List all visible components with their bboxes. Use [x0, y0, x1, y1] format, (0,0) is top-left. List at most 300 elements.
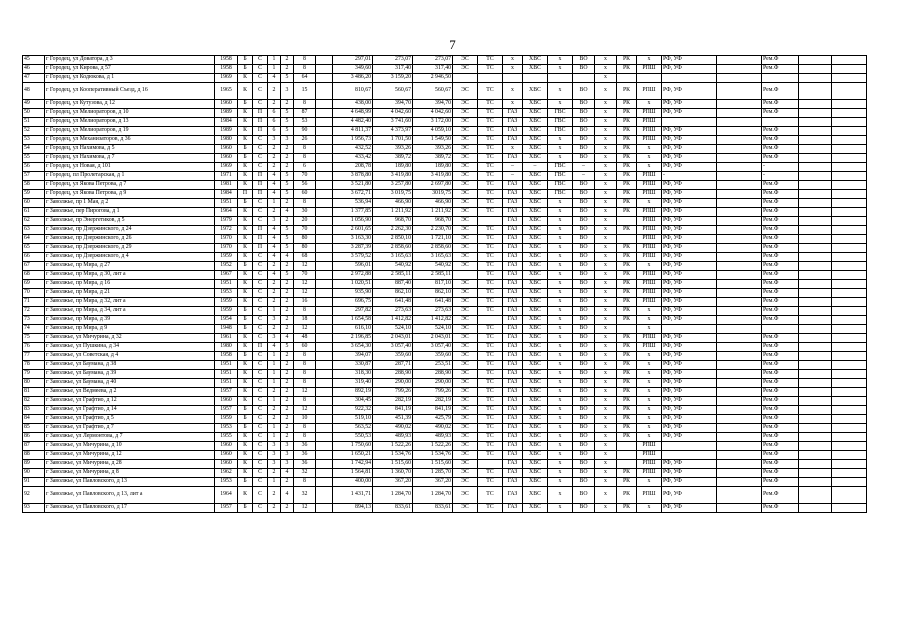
table-cell: РК — [617, 145, 637, 154]
table-cell: ТС — [478, 100, 503, 109]
table-cell: ТС — [478, 343, 503, 352]
table-cell: РФ, УФ — [662, 478, 717, 487]
table-cell: х — [548, 244, 573, 253]
table-cell — [316, 118, 333, 127]
table-cell: х — [595, 352, 617, 361]
table-cell: 4 — [281, 208, 294, 217]
table-cell: 1969 — [215, 163, 238, 172]
table-cell: ЭС — [453, 424, 478, 433]
table-cell: РФ, УФ — [662, 145, 717, 154]
table-cell: х — [595, 74, 617, 83]
table-cell: РК — [617, 504, 637, 513]
table-cell — [717, 145, 762, 154]
table-cell: ГАЗ — [503, 244, 523, 253]
table-cell: К — [238, 271, 253, 280]
table-cell: г Заволжье, ул Мичурина, д 12 — [45, 451, 215, 460]
table-cell: г Заволжье, пр Мира, д 39 — [45, 316, 215, 325]
table-cell: 2 — [281, 406, 294, 415]
table-cell: 2 — [281, 388, 294, 397]
table-cell: Рем.Ф — [762, 307, 799, 316]
table-cell: ВО — [573, 226, 595, 235]
table-cell: 1964 — [215, 208, 238, 217]
table-cell: 1951 — [215, 199, 238, 208]
table-cell: ГАЗ — [503, 352, 523, 361]
table-cell — [799, 343, 832, 352]
table-cell: 1 750,60 — [333, 442, 373, 451]
table-cell: К — [238, 280, 253, 289]
table-cell: 394,70 — [373, 100, 413, 109]
table-cell: ХВС — [523, 56, 548, 65]
table-row — [23, 433, 867, 442]
table-cell: К — [238, 83, 253, 100]
table-cell: ТС — [478, 244, 503, 253]
table-cell: 1953 — [215, 289, 238, 298]
table-cell: РК — [617, 109, 637, 118]
table-cell: 60 — [294, 343, 316, 352]
table-cell: 432,52 — [333, 145, 373, 154]
table-cell: ГАЗ — [503, 406, 523, 415]
table-cell: 8 — [294, 307, 316, 316]
table-cell — [832, 190, 867, 199]
table-cell — [799, 388, 832, 397]
table-cell: ХВС — [523, 442, 548, 451]
table-cell — [832, 397, 867, 406]
table-cell: 69 — [23, 280, 45, 289]
table-cell: ТС — [478, 451, 503, 460]
table-cell: К — [238, 253, 253, 262]
table-cell: П — [253, 181, 268, 190]
table-cell: РК — [617, 370, 637, 379]
table-cell: ХВС — [523, 379, 548, 388]
table-cell: РФ, УФ — [662, 289, 717, 298]
table-cell: х — [548, 226, 573, 235]
table-cell: С — [253, 100, 268, 109]
table-cell: Рем.Ф — [762, 504, 799, 513]
table-cell: С — [253, 415, 268, 424]
table-cell: 65 — [23, 244, 45, 253]
table-cell: - — [762, 172, 799, 181]
table-cell — [316, 163, 333, 172]
table-cell: х — [548, 325, 573, 334]
table-row — [23, 424, 867, 433]
table-cell: г Заволжье, пр Мира, д 21 — [45, 289, 215, 298]
table-cell — [717, 65, 762, 74]
table-cell — [799, 181, 832, 190]
table-cell: 318,30 — [333, 370, 373, 379]
table-cell: 3 878,80 — [333, 172, 373, 181]
table-cell: РФ, УФ — [662, 190, 717, 199]
table-cell: РПШ — [637, 289, 662, 298]
table-cell: 799,26 — [413, 388, 453, 397]
table-cell: 12 — [294, 325, 316, 334]
table-cell: ГАЗ — [503, 307, 523, 316]
table-cell: 317,40 — [413, 65, 453, 74]
table-cell — [832, 325, 867, 334]
table-cell: х — [548, 415, 573, 424]
table-cell — [316, 406, 333, 415]
table-cell: ВО — [573, 433, 595, 442]
table-cell: г Заволжье, ул Пушкина, д 34 — [45, 343, 215, 352]
table-cell: Рем.Ф — [762, 334, 799, 343]
table-cell: 79 — [23, 370, 45, 379]
table-cell: РК — [617, 487, 637, 504]
table-cell: РК — [617, 289, 637, 298]
table-cell: 1960 — [215, 397, 238, 406]
table-row — [23, 504, 867, 513]
table-cell: 1 412,82 — [373, 316, 413, 325]
table-cell: г Заволжье, пр 1 Мая, д 2 — [45, 199, 215, 208]
table-cell: 80 — [23, 379, 45, 388]
table-cell: К — [238, 74, 253, 83]
table-cell: х — [637, 388, 662, 397]
table-cell: С — [253, 406, 268, 415]
table-cell: ТС — [478, 307, 503, 316]
table-cell: РК — [617, 83, 637, 100]
table-cell: 3 579,52 — [333, 253, 373, 262]
table-cell: 1957 — [215, 388, 238, 397]
table-cell — [717, 83, 762, 100]
table-cell: РФ, УФ — [662, 271, 717, 280]
table-cell: Рем.Ф — [762, 289, 799, 298]
table-cell: 1981 — [215, 181, 238, 190]
table-cell: 3019,75 — [413, 190, 453, 199]
table-cell — [316, 145, 333, 154]
table-cell: х — [595, 190, 617, 199]
table-cell: 425,79 — [413, 415, 453, 424]
table-cell: 3 672,71 — [333, 190, 373, 199]
table-cell — [799, 163, 832, 172]
table-cell: ВО — [573, 397, 595, 406]
table-cell: 1972 — [215, 226, 238, 235]
table-cell — [717, 379, 762, 388]
table-cell — [832, 199, 867, 208]
table-cell — [717, 56, 762, 65]
table-cell: 2 — [281, 154, 294, 163]
table-cell: ТС — [478, 226, 503, 235]
table-cell — [832, 65, 867, 74]
table-row — [23, 334, 867, 343]
table-cell: ГАЗ — [503, 262, 523, 271]
table-cell: ТС — [478, 325, 503, 334]
table-cell: РФ, УФ — [662, 343, 717, 352]
table-cell: 2 — [268, 469, 281, 478]
table-cell — [832, 271, 867, 280]
table-cell: Рем.Ф — [762, 424, 799, 433]
table-cell: С — [253, 487, 268, 504]
page-number: 7 — [449, 37, 456, 52]
table-cell: 4 — [268, 271, 281, 280]
table-cell: х — [595, 289, 617, 298]
table-cell — [832, 118, 867, 127]
table-cell: П — [253, 235, 268, 244]
table-cell: 32 — [294, 487, 316, 504]
table-cell: х — [548, 451, 573, 460]
table-cell: ГАЗ — [503, 334, 523, 343]
table-cell: К — [238, 298, 253, 307]
table-row — [23, 442, 867, 451]
table-cell: х — [637, 424, 662, 433]
table-cell: 3 — [268, 136, 281, 145]
table-cell: 5 — [281, 127, 294, 136]
table-cell: РФ, УФ — [662, 154, 717, 163]
table-cell: г Заволжье, пр Дзержинского, д 29 — [45, 244, 215, 253]
table-cell — [316, 504, 333, 513]
table-cell: 8 — [294, 370, 316, 379]
table-cell: 1 431,71 — [333, 487, 373, 504]
table-cell — [799, 487, 832, 504]
table-cell: П — [253, 226, 268, 235]
table-cell: 1960 — [215, 442, 238, 451]
table-cell: 2 — [268, 208, 281, 217]
table-row — [23, 370, 867, 379]
table-cell: 1959 — [215, 253, 238, 262]
table-cell: ТС — [478, 271, 503, 280]
table-row — [23, 298, 867, 307]
table-row — [23, 388, 867, 397]
table-cell: Рем.Ф — [762, 262, 799, 271]
table-cell: Рем.Ф — [762, 352, 799, 361]
table-cell — [717, 334, 762, 343]
table-cell: РК — [617, 316, 637, 325]
table-cell: 10 — [294, 415, 316, 424]
table-cell: РФ, УФ — [662, 415, 717, 424]
table-cell: 922,32 — [333, 406, 373, 415]
table-cell: 4 — [268, 74, 281, 83]
table-row — [23, 271, 867, 280]
table-cell — [717, 289, 762, 298]
table-cell: РК — [617, 424, 637, 433]
table-cell: ЭС — [453, 325, 478, 334]
table-cell: г Заволжье, пр Мира, д 27 — [45, 262, 215, 271]
table-cell: К — [238, 451, 253, 460]
table-cell: 36 — [294, 460, 316, 469]
table-cell: х — [637, 307, 662, 316]
table-cell — [316, 478, 333, 487]
table-cell: К — [238, 397, 253, 406]
table-cell: 5 — [281, 181, 294, 190]
table-cell — [717, 208, 762, 217]
table-cell: х — [548, 487, 573, 504]
table-cell: 3 419,80 — [373, 172, 413, 181]
table-cell — [316, 289, 333, 298]
table-cell: РПШ — [637, 226, 662, 235]
table-cell: 696,75 — [333, 298, 373, 307]
table-cell — [832, 244, 867, 253]
table-cell: 466,90 — [413, 199, 453, 208]
table-cell: х — [548, 397, 573, 406]
table-cell: ТС — [478, 487, 503, 504]
table-cell: С — [253, 388, 268, 397]
table-cell — [316, 65, 333, 74]
table-cell — [832, 469, 867, 478]
table-cell: 2 — [281, 262, 294, 271]
table-cell: х — [595, 118, 617, 127]
table-cell: П — [253, 127, 268, 136]
table-cell: х — [548, 280, 573, 289]
table-cell: х — [503, 145, 523, 154]
table-cell — [832, 74, 867, 83]
table-cell: РК — [617, 334, 637, 343]
table-cell: 18 — [294, 316, 316, 325]
table-cell: ЭС — [453, 388, 478, 397]
table-cell — [316, 415, 333, 424]
table-cell — [832, 181, 867, 190]
table-cell: х — [595, 298, 617, 307]
table-cell: г Заволжье, ул Павловского, д 13, лит а — [45, 487, 215, 504]
table-cell: 1989 — [215, 127, 238, 136]
table-cell: РПШ — [637, 136, 662, 145]
table-cell — [316, 280, 333, 289]
table-cell: РФ, УФ — [662, 370, 717, 379]
table-cell: ВО — [573, 343, 595, 352]
table-cell: 3 — [281, 451, 294, 460]
table-cell: 2 — [281, 325, 294, 334]
table-cell — [832, 208, 867, 217]
table-cell: ЭС — [453, 478, 478, 487]
table-cell: х — [637, 56, 662, 65]
table-cell: 4 648,99 — [333, 109, 373, 118]
table-cell: 466,90 — [373, 199, 413, 208]
table-cell: РПШ — [637, 460, 662, 469]
table-cell: 91 — [23, 478, 45, 487]
table-cell: Рем.Ф — [762, 253, 799, 262]
table-cell: х — [548, 145, 573, 154]
table-cell: 817,10 — [413, 280, 453, 289]
table-cell: ЭС — [453, 289, 478, 298]
table-cell: ЭС — [453, 208, 478, 217]
table-cell: 4 — [268, 235, 281, 244]
table-cell: РФ, УФ — [662, 208, 717, 217]
table-cell: РФ, УФ — [662, 217, 717, 226]
table-cell — [717, 504, 762, 513]
table-cell: 46 — [23, 65, 45, 74]
table-cell: 2 — [281, 307, 294, 316]
table-cell: ТС — [478, 154, 503, 163]
table-cell: РФ, УФ — [662, 262, 717, 271]
table-cell: 1980 — [215, 343, 238, 352]
table-cell: г Заволжье, ул Мичурина, д 8 — [45, 469, 215, 478]
table-cell: РК — [617, 244, 637, 253]
table-cell: С — [253, 208, 268, 217]
table-cell: 550,53 — [333, 433, 373, 442]
table-cell: 490,02 — [413, 424, 453, 433]
table-cell: РК — [617, 56, 637, 65]
table-cell: х — [637, 100, 662, 109]
table-cell: С — [253, 379, 268, 388]
table-cell — [316, 442, 333, 451]
table-cell: ВО — [573, 370, 595, 379]
table-cell — [717, 244, 762, 253]
table-cell: х — [637, 352, 662, 361]
table-cell: х — [548, 460, 573, 469]
table-cell — [316, 361, 333, 370]
table-cell — [799, 334, 832, 343]
table-cell: ЭС — [453, 217, 478, 226]
table-cell: РФ, УФ — [662, 109, 717, 118]
table-cell: ЭС — [453, 397, 478, 406]
table-cell: 88 — [23, 451, 45, 460]
table-cell: 83 — [23, 406, 45, 415]
table-cell: 6 — [268, 127, 281, 136]
table-cell: ВО — [573, 334, 595, 343]
table-cell: 1960 — [215, 460, 238, 469]
table-cell — [316, 370, 333, 379]
table-cell: г Городец, ул Кооперативный Съезд, д 16 — [45, 83, 215, 100]
table-cell — [799, 433, 832, 442]
table-cell: ТС — [478, 433, 503, 442]
table-cell: ХВС — [523, 172, 548, 181]
table-cell: 8 — [294, 199, 316, 208]
table-cell — [799, 154, 832, 163]
table-cell: 1967 — [215, 271, 238, 280]
table-cell: 93 — [23, 504, 45, 513]
table-cell: ГАЗ — [503, 361, 523, 370]
table-cell: С — [253, 451, 268, 460]
table-row — [23, 361, 867, 370]
table-cell: РФ, УФ — [662, 280, 717, 289]
table-cell: ГАЗ — [503, 451, 523, 460]
table-cell — [799, 109, 832, 118]
table-cell: 3 — [268, 442, 281, 451]
table-cell: ЭС — [453, 298, 478, 307]
table-cell: РПШ — [637, 118, 662, 127]
table-cell: г Заволжье, ул Баумана, д 40 — [45, 379, 215, 388]
table-cell: 67 — [23, 262, 45, 271]
table-cell: х — [595, 163, 617, 172]
table-cell: 4 — [268, 172, 281, 181]
table-cell — [799, 406, 832, 415]
table-cell: Б — [238, 154, 253, 163]
table-cell: К — [238, 343, 253, 352]
table-cell: ГАЗ — [503, 504, 523, 513]
table-cell: х — [548, 65, 573, 74]
table-cell: ГАЗ — [503, 271, 523, 280]
table-cell: С — [253, 478, 268, 487]
table-cell: ЭС — [453, 280, 478, 289]
table-cell: х — [595, 127, 617, 136]
table-row — [23, 136, 867, 145]
table-cell: С — [253, 280, 268, 289]
table-cell: х — [548, 361, 573, 370]
table-cell: С — [253, 217, 268, 226]
table-cell: ГАЗ — [503, 109, 523, 118]
table-cell: ВО — [573, 451, 595, 460]
table-cell: 1958 — [215, 56, 238, 65]
table-cell: 2 — [281, 145, 294, 154]
table-cell: х — [548, 199, 573, 208]
table-cell — [832, 136, 867, 145]
table-cell: ВО — [573, 145, 595, 154]
table-cell — [453, 271, 478, 280]
table-cell — [573, 74, 595, 83]
table-cell: 56 — [23, 163, 45, 172]
table-cell — [717, 163, 762, 172]
table-cell — [316, 83, 333, 100]
table-cell — [717, 298, 762, 307]
table-cell: С — [253, 56, 268, 65]
table-cell: ГАЗ — [503, 424, 523, 433]
table-cell: РК — [617, 433, 637, 442]
table-cell: ТС — [478, 361, 503, 370]
table-cell — [316, 154, 333, 163]
table-row — [23, 352, 867, 361]
table-row — [23, 316, 867, 325]
table-cell: 1 020,51 — [333, 280, 373, 289]
table-cell: 2 — [268, 154, 281, 163]
table-cell — [832, 433, 867, 442]
table-cell: РФ, УФ — [662, 316, 717, 325]
table-cell — [799, 397, 832, 406]
